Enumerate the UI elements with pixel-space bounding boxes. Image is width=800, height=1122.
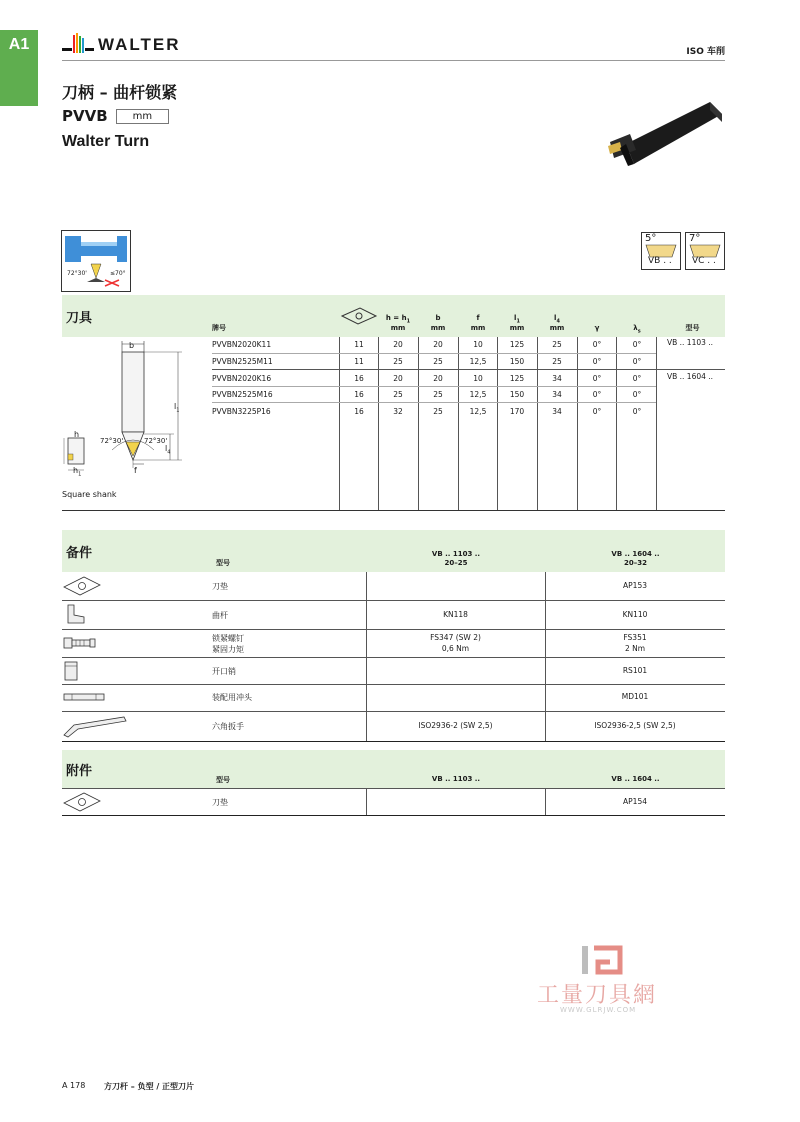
cell-f: 10 [473, 340, 483, 349]
accessories-col2-header: VB .. 1604 .. [611, 775, 660, 783]
cell-h: 16 [354, 390, 364, 399]
spare-col1: FS347 (SW 2) [430, 633, 481, 642]
unit-b: mm [430, 324, 446, 332]
unit-badge: mm [116, 109, 169, 124]
spare-col2: FS351 [623, 633, 647, 642]
spares-col2-header: VB .. 1604 .. [611, 550, 660, 558]
insert-vb-angle: 5° [645, 233, 657, 244]
split-pin-icon [62, 660, 84, 682]
cell-gamma: 0° [592, 374, 602, 383]
header-rule [62, 60, 725, 61]
spares-col2-sub: 20–32 [624, 559, 647, 567]
insert-vc-code: VC . . [692, 256, 716, 266]
spare-name: 六角扳手 [212, 722, 244, 731]
type-1103: VB .. 1103 .. [667, 338, 714, 347]
spare-name-2: 紧固力矩 [212, 645, 244, 654]
cell-hh1: 20 [393, 340, 403, 349]
cell-hh1: 25 [393, 390, 403, 399]
accessories-col1-header: VB .. 1103 .. [431, 775, 481, 783]
hex-key-icon [60, 713, 130, 739]
drawing-label-h1: $h_1$ [73, 466, 82, 478]
spare-name: 曲杆 [212, 611, 228, 620]
cell-lambda: 0° [632, 374, 642, 383]
unit-l4: mm [549, 324, 565, 332]
accessories-title: 附件 [66, 764, 93, 779]
cell-lambda: 0° [632, 340, 642, 349]
cell-f: 12,5 [469, 357, 487, 366]
accessory-col2: AP154 [623, 797, 647, 806]
spare-col2: ISO2936-2,5 (SW 2,5) [594, 721, 676, 730]
shank-caption: Square shank [62, 490, 117, 499]
lever-icon [62, 603, 90, 627]
cell-gamma: 0° [592, 340, 602, 349]
cell-b: 25 [433, 407, 443, 416]
tool-holder-photo [606, 96, 726, 172]
spare-col2: MD101 [621, 692, 649, 701]
spare-col2: KN110 [622, 610, 648, 619]
cell-lambda: 0° [632, 407, 642, 416]
drawing-angle-right: 72°30' [144, 437, 168, 445]
unit-l1: mm [509, 324, 525, 332]
cell-f: 10 [473, 374, 483, 383]
col-hh1: $h = h_1$ [385, 314, 411, 325]
col-b: b [435, 314, 441, 322]
spares-col1-sub: 20–25 [444, 559, 468, 567]
cell-lambda: 0° [632, 357, 642, 366]
drawing-label-f: f [134, 466, 137, 475]
cell-h: 16 [354, 407, 364, 416]
cell-gamma: 0° [592, 357, 602, 366]
designation: PVVBN2525M11 [212, 357, 273, 366]
application-icon [61, 230, 131, 292]
insert-shim-icon [62, 791, 102, 813]
footer-text: 方刀杆 – 负型 / 正型刀片 [104, 1082, 195, 1091]
cell-hh1: 20 [393, 374, 403, 383]
cell-b: 25 [433, 390, 443, 399]
cell-h: 16 [354, 374, 364, 383]
cell-h: 11 [354, 340, 364, 349]
accessories-type-header: 型号 [216, 776, 230, 784]
spare-name: 装配用冲头 [212, 693, 252, 702]
cell-b: 20 [433, 340, 443, 349]
cell-l4: 25 [552, 357, 562, 366]
product-code-row [62, 107, 169, 125]
col-gamma: γ [594, 324, 600, 332]
walter-logo-icon [62, 32, 94, 58]
designation: PVVBN2525M16 [212, 390, 273, 399]
spare-col2: RS101 [622, 666, 648, 675]
screw-icon [62, 634, 98, 652]
insert-outline-icon [340, 306, 378, 326]
spare-name: 开口销 [212, 667, 236, 676]
cell-l4: 34 [552, 390, 562, 399]
drawing-label-h: h [74, 430, 80, 439]
cell-l4: 25 [552, 340, 562, 349]
designation: PVVBN2020K16 [212, 374, 272, 383]
tool-drawing [60, 338, 190, 483]
col-l4: $l_4$ [554, 314, 560, 325]
cell-gamma: 0° [592, 407, 602, 416]
designation: PVVBN3225P16 [212, 407, 271, 416]
designation: PVVBN2020K11 [212, 340, 272, 349]
spares-title: 备件 [66, 546, 93, 561]
spares-type-header: 型号 [216, 559, 230, 567]
cell-l1: 125 [509, 340, 525, 349]
application-angle-left: 72°30' [67, 270, 87, 277]
col-f: f [476, 314, 480, 322]
footer-page-number: A 178 [62, 1081, 86, 1090]
application-angle-right: ≤70° [110, 270, 126, 277]
cell-l1: 150 [509, 357, 525, 366]
spare-name: 刀垫 [212, 582, 228, 591]
cell-l1: 150 [509, 390, 525, 399]
cell-l4: 34 [552, 407, 562, 416]
insert-shim-icon [62, 575, 102, 597]
cell-hh1: 32 [393, 407, 403, 416]
drawing-label-l1: $l_1$ [174, 402, 180, 414]
spare-col1-b: 0,6 Nm [441, 644, 470, 653]
page-title: 刀柄 – 曲杆锁紧 [62, 83, 178, 102]
cell-l1: 170 [509, 407, 525, 416]
spare-col2: AP153 [623, 581, 647, 590]
watermark-url: WWW.GLRJW.COM [560, 1006, 637, 1014]
cell-b: 20 [433, 374, 443, 383]
walter-logo [62, 32, 181, 58]
type-1604: VB .. 1604 .. [667, 372, 714, 381]
product-code: PVVB [62, 107, 108, 125]
col-designation: 牌号 [212, 324, 226, 332]
cell-l4: 34 [552, 374, 562, 383]
accessory-name: 刀垫 [212, 798, 228, 807]
cell-f: 12,5 [469, 407, 487, 416]
drawing-angle-left: 72°30' [100, 437, 124, 445]
col-lambda: $\lambda_s$ [633, 324, 641, 335]
spare-col1: KN118 [443, 610, 468, 619]
cell-gamma: 0° [592, 390, 602, 399]
spare-col1: ISO2936-2 (SW 2,5) [418, 721, 493, 730]
insert-vc-angle: 7° [689, 233, 701, 244]
page-tab: A1 [0, 30, 38, 106]
series-name: Walter Turn [62, 133, 150, 150]
unit-f: mm [470, 324, 486, 332]
tools-title: 刀具 [66, 311, 93, 326]
cell-f: 12,5 [469, 390, 487, 399]
spares-col1-header: VB .. 1103 .. [431, 550, 481, 558]
col-type: 型号 [685, 324, 700, 332]
unit-hh1: mm [390, 324, 406, 332]
cell-b: 25 [433, 357, 443, 366]
cell-h: 11 [354, 357, 364, 366]
spare-col2-b: 2 Nm [624, 644, 646, 653]
header-category: ISO 车削 [686, 47, 725, 57]
drawing-label-b: b [129, 341, 135, 350]
cell-lambda: 0° [632, 390, 642, 399]
insert-badge-vb [641, 232, 681, 270]
drawing-label-l4: $l_4$ [165, 444, 171, 456]
insert-vb-code: VB . . [648, 256, 672, 266]
brand-name: WALTER [98, 35, 181, 54]
spare-name: 锁紧螺钉 [212, 634, 244, 643]
watermark-text: 工量刀具網 [537, 983, 658, 1008]
cell-hh1: 25 [393, 357, 403, 366]
cell-l1: 125 [509, 374, 525, 383]
watermark-logo-icon [580, 944, 626, 978]
col-l1: $l_1$ [514, 314, 520, 325]
punch-icon [62, 690, 108, 704]
insert-badge-vc [685, 232, 725, 270]
